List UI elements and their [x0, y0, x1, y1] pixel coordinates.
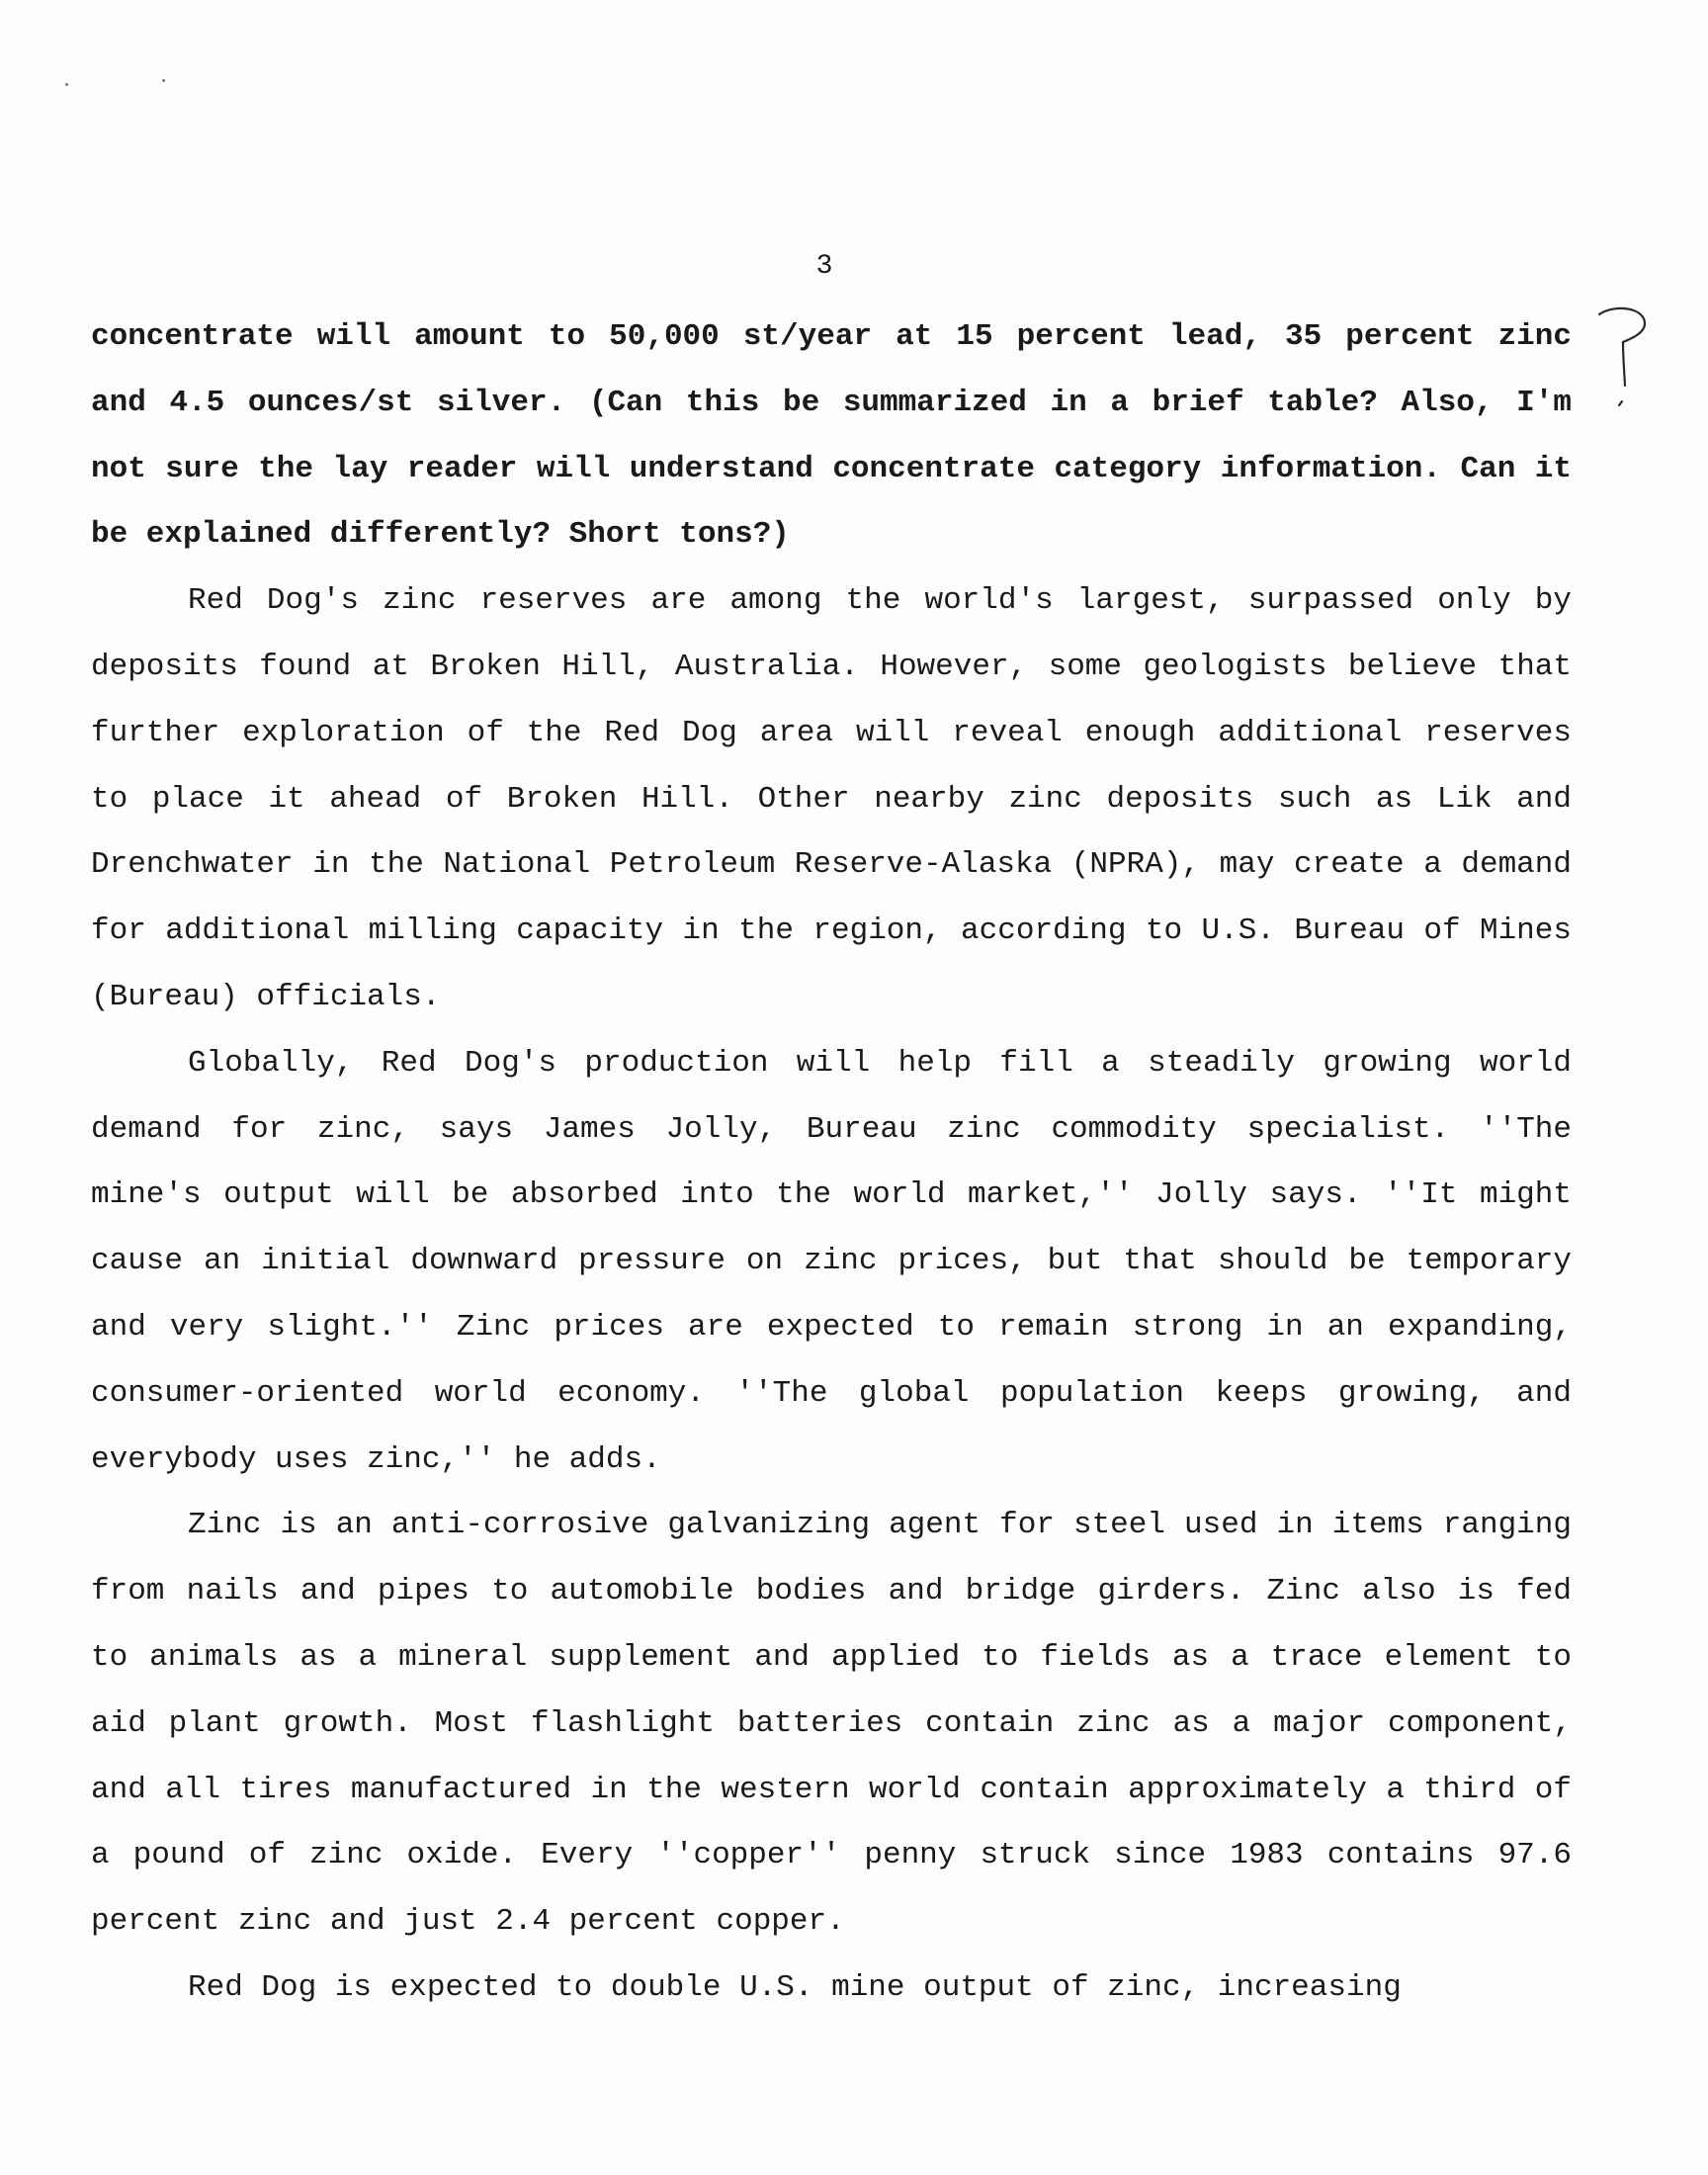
paragraph: Red Dog's zinc reserves are among the world's largest, surpassed only by deposits found at Broken Hill, Australia. However, some geologists believe that further exploration of the Red Dog area will reveal enough additional reserves to place it ahead of Broken Hill. Other nearby zinc deposits such as Lik and Drenchwater in the National Petroleum Reserve-Alaska (NPRA), may create a demand for additional milling capacity in the region, according to U.S. Bureau of Mines (Bureau) officials.: [91, 583, 1572, 1014]
scan-speck: [65, 83, 68, 86]
handwritten-question-mark-icon: [1593, 303, 1653, 421]
page-number: 3: [815, 251, 833, 282]
paragraph: Globally, Red Dog's production will help fill a steadily growing world demand for zinc, says James Jolly, Bureau zinc commodity specialist. ''The mine's output will be absorbed into the world market,'' Jolly says. ''It might cause an initial downward pressure on zinc prices, but that should be temporary and very slight.'' Zinc prices are expected to remain strong in an expanding, consumer-oriented world economy. ''The global population keeps growing, and everybody uses zinc,'' he adds.: [91, 1045, 1572, 1477]
paragraph: concentrate will amount to 50,000 st/year at 15 percent lead, 35 percent zinc and 4.5 ounces/st silver. (Can this be summarized in a brief table? Also, I'm not sure the lay reader will understand concentrate category information. Can it be explained differently? Short tons?): [91, 319, 1572, 553]
paragraph: Zinc is an anti-corrosive galvanizing agent for steel used in items ranging from nails and pipes to automobile bodies and bridge girders. Zinc also is fed to animals as a mineral supplement and applied to fields as a trace element to aid plant growth. Most flashlight batteries contain zinc as a major component, and all tires manufactured in the western world contain approximately a third of a pound of zinc oxide. Every ''copper'' penny struck since 1983 contains 97.6 percent zinc and just 2.4 percent copper.: [91, 1508, 1572, 1940]
paragraph: Red Dog is expected to double U.S. mine output of zinc, increasing: [188, 1969, 1402, 2005]
body-text: [91, 304, 1572, 2022]
scan-speck: [162, 79, 165, 82]
